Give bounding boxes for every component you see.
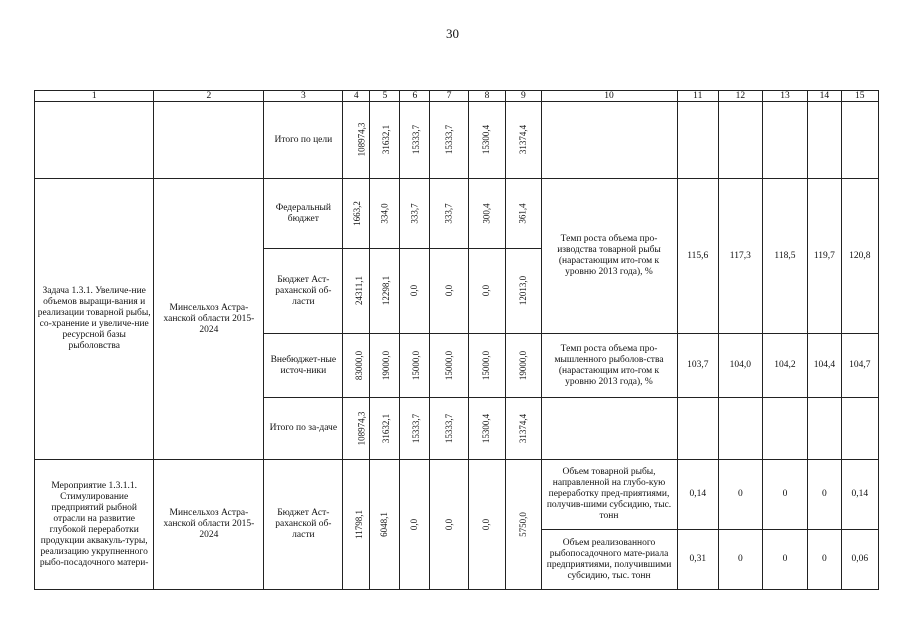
value-cell: [468, 398, 505, 460]
value-text: 15000,0: [443, 350, 454, 380]
value-cell: [468, 179, 505, 249]
task-row-federal: [35, 179, 879, 249]
header-cell: 14: [808, 91, 841, 102]
value-cell: [343, 102, 370, 179]
value-cell: [400, 398, 430, 460]
header-cell: 13: [762, 91, 808, 102]
value-text: 361,4: [517, 202, 528, 224]
value-text: 1663,2: [352, 200, 363, 226]
value-cell: [506, 102, 541, 179]
header-row: [35, 91, 879, 102]
goal-total-row: [35, 102, 879, 179]
empty-cell: [808, 398, 841, 460]
empty-cell: [762, 102, 808, 179]
header-cell: 5: [370, 91, 400, 102]
indicator-value: 120,8: [841, 179, 879, 334]
header-cell: 10: [541, 91, 677, 102]
task-executor: Минсельхоз Астра-ханской области 2015-2024: [154, 179, 264, 460]
value-text: 11798,1: [354, 509, 365, 539]
empty-cell: [541, 102, 677, 179]
value-text: 333,7: [443, 202, 454, 224]
value-text: 15000,0: [481, 350, 492, 380]
value-cell: [430, 102, 468, 179]
funding-source: Внебюджет-ные источ-ники: [264, 334, 343, 398]
empty-cell: [35, 102, 154, 179]
indicator-text: Темп роста объема про-изводства товарной рыбы (нарастающим ито-гом к уровню 2013 года), %: [541, 179, 677, 334]
value-cell: [343, 249, 370, 334]
value-cell: [400, 249, 430, 334]
indicator-value: 103,7: [677, 334, 719, 398]
value-cell: [430, 179, 468, 249]
value-cell: [400, 334, 430, 398]
header-cell: 12: [719, 91, 763, 102]
value-cell: [343, 179, 370, 249]
value-text: 83000,0: [354, 350, 365, 380]
funding-source: Федеральный бюджет: [264, 179, 343, 249]
value-cell: [430, 398, 468, 460]
value-text: 15000,0: [411, 350, 422, 380]
indicator-value: 0,31: [677, 530, 719, 590]
value-cell: [370, 102, 400, 179]
value-text: 31632,1: [381, 413, 392, 443]
task-name: Задача 1.3.1. Увеличе-ние объемов выращи-вания и реализации товарной рыбы, со-хранение и увеличе-ние ресурсной базы рыболовства: [35, 179, 154, 460]
value-cell: [343, 334, 370, 398]
value-cell: [430, 249, 468, 334]
indicator-value: 0: [719, 460, 763, 530]
value-text: 15333,7: [411, 124, 422, 155]
funding-source: Итого по за-даче: [264, 398, 343, 460]
value-text: 15300,4: [481, 413, 492, 443]
empty-cell: [719, 102, 763, 179]
indicator-value: 0,14: [841, 460, 879, 530]
value-cell: [400, 102, 430, 179]
indicator-text: Объем товарной рыбы, направленной на глубо-кую переработку пред-приятиями, получив-шими субсидию, тыс. тонн: [541, 460, 677, 530]
indicator-value: 0: [762, 460, 808, 530]
value-text: 31632,1: [381, 124, 392, 155]
header-cell: 6: [400, 91, 430, 102]
indicator-text: Объем реализованного рыбопосадочного мате-риала предприятиями, получившими субсидию, тыс. тонн: [541, 530, 677, 590]
empty-cell: [841, 398, 879, 460]
program-table: [34, 90, 879, 590]
empty-cell: [841, 102, 879, 179]
value-text: 6048,1: [379, 511, 390, 537]
value-text: 0,0: [409, 518, 420, 530]
indicator-text: Темп роста объема про-мышленного рыболов-ства (нарастающим ито-гом к уровню 2013 года), %: [541, 334, 677, 398]
value-text: 334,0: [379, 202, 390, 224]
indicator-value: 0,14: [677, 460, 719, 530]
value-cell: [343, 460, 370, 590]
value-cell: [370, 334, 400, 398]
value-text: 15333,7: [443, 124, 454, 155]
value-text: 19000,0: [381, 350, 392, 380]
value-text: 15333,7: [411, 413, 422, 443]
value-text: 5750,0: [517, 511, 528, 537]
value-cell: [468, 460, 505, 590]
indicator-value: 119,7: [808, 179, 841, 334]
header-cell: 8: [468, 91, 505, 102]
header-cell: 11: [677, 91, 719, 102]
value-cell: [430, 460, 468, 590]
indicator-value: 104,4: [808, 334, 841, 398]
measure-row-1: [35, 460, 879, 530]
value-cell: [468, 334, 505, 398]
value-cell: [506, 460, 541, 590]
value-cell: [400, 179, 430, 249]
indicator-value: 0: [808, 460, 841, 530]
empty-cell: [677, 398, 719, 460]
indicator-value: 104,7: [841, 334, 879, 398]
indicator-value: 104,2: [762, 334, 808, 398]
value-cell: [506, 179, 541, 249]
header-cell: 3: [264, 91, 343, 102]
empty-cell: [808, 102, 841, 179]
value-cell: [506, 249, 541, 334]
value-text: 333,7: [409, 202, 420, 224]
value-text: 0,0: [481, 284, 492, 297]
measure-executor: Минсельхоз Астра-ханской области 2015-2024: [154, 460, 264, 590]
value-cell: [370, 460, 400, 590]
value-text: 0,0: [443, 284, 454, 297]
value-text: 300,4: [481, 202, 492, 224]
page-number: 30: [446, 26, 459, 41]
header-cell: 15: [841, 91, 879, 102]
value-cell: [370, 179, 400, 249]
value-text: 0,0: [443, 518, 454, 530]
indicator-value: 0,06: [841, 530, 879, 590]
funding-source: Бюджет Аст-раханской об-ласти: [264, 249, 343, 334]
value-text: 108974,3: [356, 122, 367, 157]
empty-cell: [677, 102, 719, 179]
funding-source: Итого по цели: [264, 102, 343, 179]
value-text: 19000,0: [517, 350, 528, 380]
empty-cell: [154, 102, 264, 179]
value-cell: [370, 249, 400, 334]
indicator-value: 0: [719, 530, 763, 590]
value-text: 12298,1: [381, 275, 392, 306]
header-cell: 7: [430, 91, 468, 102]
funding-source: Бюджет Аст-раханской об-ласти: [264, 460, 343, 590]
indicator-value: 0: [808, 530, 841, 590]
value-text: 31374,4: [517, 413, 528, 443]
empty-cell: [762, 398, 808, 460]
header-cell: 9: [506, 91, 541, 102]
indicator-value: 115,6: [677, 179, 719, 334]
value-cell: [400, 460, 430, 590]
value-text: 108974,3: [356, 411, 367, 445]
value-text: 15333,7: [443, 413, 454, 443]
value-cell: [506, 334, 541, 398]
value-text: 24311,1: [354, 276, 365, 305]
indicator-value: 118,5: [762, 179, 808, 334]
value-cell: [370, 398, 400, 460]
indicator-value: 104,0: [719, 334, 763, 398]
header-cell: 2: [154, 91, 264, 102]
measure-name: Мероприятие 1.3.1.1. Стимулирование предприятий рыбной отрасли на развитие глубокой переработки продукции аквакуль-туры, реализацию укрупненного рыбо-посадочного матери-: [35, 460, 154, 590]
value-cell: [430, 334, 468, 398]
indicator-value: 117,3: [719, 179, 763, 334]
value-cell: [343, 398, 370, 460]
header-cell: 4: [343, 91, 370, 102]
value-cell: [506, 398, 541, 460]
value-text: 31374,4: [517, 124, 528, 155]
value-text: 15300,4: [481, 124, 492, 155]
indicator-value: 0: [762, 530, 808, 590]
empty-cell: [541, 398, 677, 460]
value-text: 12013,0: [517, 275, 528, 306]
header-cell: 1: [35, 91, 154, 102]
value-text: 0,0: [481, 518, 492, 530]
value-cell: [468, 249, 505, 334]
value-cell: [468, 102, 505, 179]
empty-cell: [719, 398, 763, 460]
value-text: 0,0: [409, 284, 420, 297]
